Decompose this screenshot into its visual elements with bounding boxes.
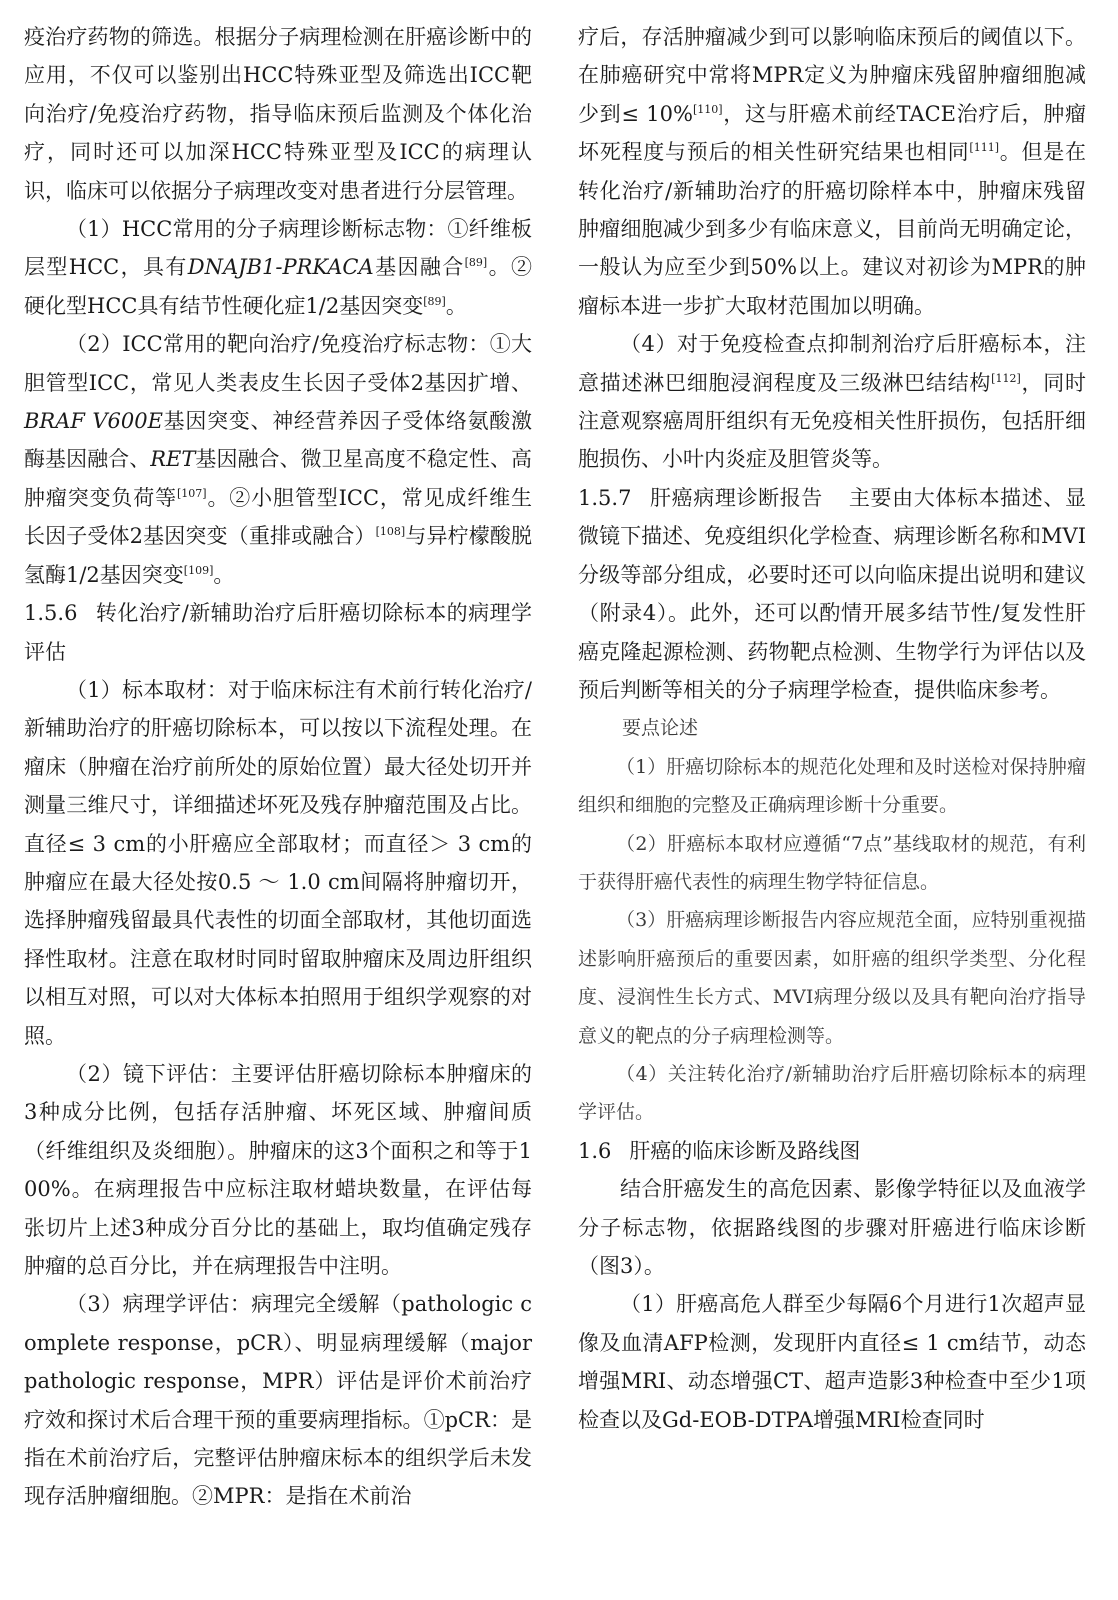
section-number: 1.5.6 xyxy=(24,601,78,626)
section-number: 1.6 xyxy=(578,1138,612,1163)
gene-name: RET xyxy=(150,447,196,472)
section-number: 1.5.7 xyxy=(578,485,632,510)
paragraph-icc-markers xyxy=(24,325,532,594)
left-column xyxy=(24,18,532,1516)
citation-ref[interactable]: [108] xyxy=(375,525,406,539)
paragraph-high-risk-screening: （1）肝癌高危人群至少每隔6个月进行1次超声显像及血清AFP检测，发现肝内直径≤ 1 cm结节，动态增强MRI、动态增强CT、超声造影3种检查中至少1项检查以及Gd-EOB-DTPA增强MRI检查同时 xyxy=(578,1292,1086,1432)
paragraph-specimen-sampling: （1）标本取材：对于临床标注有术前行转化治疗/新辅助治疗的肝癌切除标本，可以按以下流程处理。在瘤床（肿瘤在治疗前所处的原始位置）最大径处切开并测量三维尺寸，详细描述坏死及残存肿瘤范围及占比。直径≤ 3 cm的小肝癌应全部取材；而直径＞ 3 cm的肿瘤应在最大径处按0.5 ～ 1.0 cm间隔将肿瘤切开，选择肿瘤残留最具代表性的切面全部取材，其他切面选择性取材。注意在取材时同时留取肿瘤床及周边肝组织以相互对照，可以对大体标本拍照用于组织学观察的对照。 xyxy=(24,677,532,1048)
section-heading-1-5-7 xyxy=(578,479,1086,709)
paragraph-immune-checkpoint xyxy=(578,325,1086,479)
section-title: 肝癌病理诊断报告 xyxy=(649,485,823,510)
text-segment: 。 xyxy=(213,562,235,587)
gene-name: BRAF V600E xyxy=(24,409,163,434)
section-title: 肝癌的临床诊断及路线图 xyxy=(629,1138,861,1163)
citation-ref[interactable]: [107] xyxy=(177,486,207,500)
section-body: 主要由大体标本描述、显微镜下描述、免疫组织化学检查、病理诊断名称和MVI分级等部分组成，必要时还可以向临床提出说明和建议（附录4）。此外，还可以酌情开展多结节性/复发性肝癌克隆起源检测、药物靶点检测、生物学行为评估以及预后判断等相关的分子病理学检查，提供临床参考。 xyxy=(578,485,1087,702)
text-segment: 疗后，存活肿瘤减少到可以影响临床预后的阈值以下。在肺癌研究中常将MPR定义为肿瘤床残留肿瘤细胞减少到≤ 10% xyxy=(578,25,1086,126)
section-title: 转化治疗/新辅助治疗后肝癌切除标本的病理学评估 xyxy=(24,601,532,664)
text-segment: （1）HCC常用的分子病理诊断标志物：①纤维板层型HCC，具有 xyxy=(24,217,532,280)
citation-ref[interactable]: [89] xyxy=(423,294,446,308)
right-column xyxy=(578,18,1086,1439)
section-heading-1-5-6 xyxy=(24,594,532,671)
citation-ref[interactable]: [109] xyxy=(183,563,214,577)
text-segment: 。②硬化型HCC具有结节性硬化症1/2基因突变 xyxy=(24,255,532,318)
section-heading-1-6 xyxy=(578,1132,1086,1170)
text-segment: ，这与肝癌术前经TACE治疗后，肿瘤坏死程度与预后的相关性研究结果也相同 xyxy=(578,101,1086,165)
text-segment: 。 xyxy=(445,293,467,318)
citation-ref[interactable]: [112] xyxy=(991,371,1021,385)
text-segment: 基因融合、微卫星高度不稳定性、高肿瘤突变负荷等 xyxy=(24,447,533,510)
paragraph-mpr-continued xyxy=(578,18,1086,325)
text-segment: 。②小胆管型ICC，常见成纤维生长因子受体2基因突变（重排或融合） xyxy=(24,485,533,549)
paragraph-clinical-diagnosis-intro: 结合肝癌发生的高危因素、影像学特征以及血液学分子标志物，依据路线图的步骤对肝癌进行临床诊断（图3）。 xyxy=(578,1177,1086,1278)
key-point-item: （2）肝癌标本取材应遵循“7点”基线取材的规范，有利于获得肝癌代表性的病理生物学特征信息。 xyxy=(578,832,1086,893)
paragraph-pathologic-evaluation: （3）病理学评估：病理完全缓解（pathologic complete response，pCR）、明显病理缓解（major pathologic response，MPR）评估是评价术前治疗疗效和探讨术后合理干预的重要病理指标。①pCR：是指在术前治疗后，完整评估肿瘤床标本的组织学后未发现存活肿瘤细胞。②MPR：是指在术前治 xyxy=(24,1292,532,1509)
gene-name: DNAJB1-PRKACA xyxy=(187,255,374,280)
text-segment: ，同时注意观察癌周肝组织有无免疫相关性肝损伤，包括肝细胞损伤、小叶内炎症及胆管炎等。 xyxy=(578,370,1087,472)
key-point-item: （4）关注转化治疗/新辅助治疗后肝癌切除标本的病理学评估。 xyxy=(578,1062,1086,1124)
text-segment: 基因融合 xyxy=(373,255,465,280)
text-segment: （4）对于免疫检查点抑制剂治疗后肝癌标本，注意描述淋巴细胞浸润程度及三级淋巴结结构 xyxy=(578,332,1086,395)
text-segment: 。但是在转化治疗/新辅助治疗的肝癌切除样本中，肿瘤床残留肿瘤细胞减少到多少有临床意义，目前尚无明确定论，一般认为应至少到50%以上。建议对初诊为MPR的肿瘤标本进一步扩大取材范围加以明确。 xyxy=(578,140,1086,318)
key-point-item: （1）肝癌切除标本的规范化处理和及时送检对保持肿瘤组织和细胞的完整及正确病理诊断十分重要。 xyxy=(578,755,1086,817)
paragraph-intro: 疫治疗药物的筛选。根据分子病理检测在肝癌诊断中的应用，不仅可以鉴别出HCC特殊亚型及筛选出ICC靶向治疗/免疫治疗药物，指导临床预后监测及个体化治疗，同时还可以加深HCC特殊亚型及ICC的病理认识，临床可以依据分子病理改变对患者进行分层管理。 xyxy=(24,25,532,203)
text-segment: 与异柠檬酸脱氢酶1/2基因突变 xyxy=(24,524,533,587)
key-points-title: 要点论述 xyxy=(622,717,699,740)
text-segment: 基因突变、神经营养因子受体络氨酸激酶基因融合、 xyxy=(24,409,533,472)
paragraph-microscopic-evaluation: （2）镜下评估：主要评估肝癌切除标本肿瘤床的3种成分比例，包括存活肿瘤、坏死区域、肿瘤间质（纤维组织及炎细胞）。肿瘤床的这3个面积之和等于100%。在病理报告中应标注取材蜡块数量，在评估每张切片上述3种成分百分比的基础上，取均值确定残存肿瘤的总百分比，并在病理报告中注明。 xyxy=(24,1061,532,1278)
key-point-item: （3）肝癌病理诊断报告内容应规范全面，应特别重视描述影响肝癌预后的重要因素，如肝癌的组织学类型、分化程度、浸润性生长方式、MVI病理分级以及具有靶向治疗指导意义的靶点的分子病理检测等。 xyxy=(578,909,1086,1047)
citation-ref[interactable]: [89] xyxy=(464,256,488,270)
text-segment: （2）ICC常用的靶向治疗/免疫治疗标志物：①大胆管型ICC，常见人类表皮生长因子受体2基因扩增、 xyxy=(24,332,532,395)
citation-ref[interactable]: [110] xyxy=(692,102,723,116)
paragraph-hcc-markers xyxy=(24,210,532,325)
citation-ref[interactable]: [111] xyxy=(969,141,1000,155)
